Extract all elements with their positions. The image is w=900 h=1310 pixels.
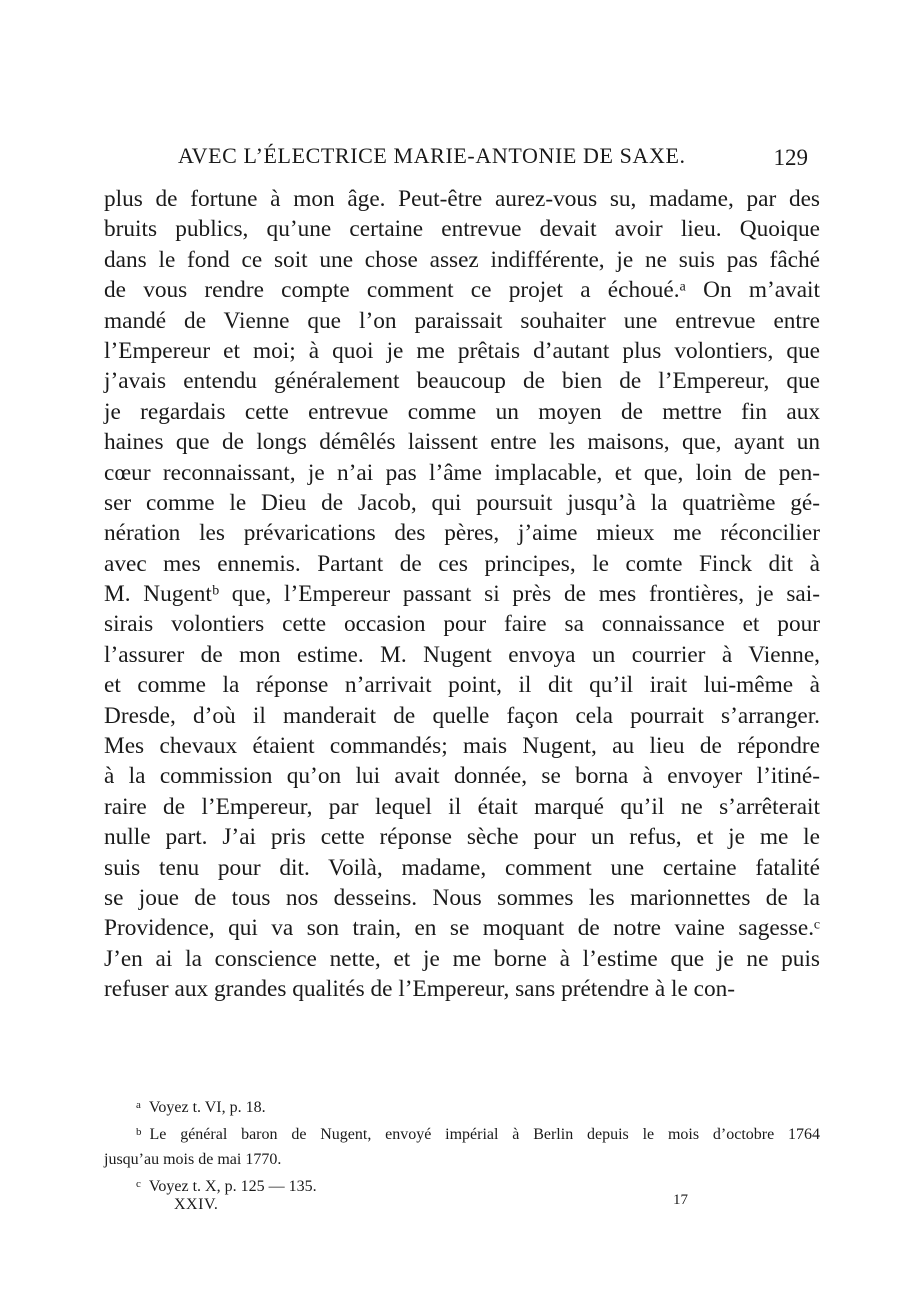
footnote-a [104,1093,820,1120]
text-line: bruits publics, qu’une certaine entrevue devait avoir lieu. Quoique [104,216,820,243]
text-line: Dresde, d’où il manderait de quelle façon cela pourrait s’arranger. [104,702,820,729]
text-line: dans le fond ce soit une chose assez indifférente, je ne suis pas fâché [104,246,820,273]
footnote-marker: a [136,1099,141,1111]
signature-mark: XXIV. [174,1196,219,1213]
text-line: nulle part. J’ai pris cette réponse sèche pour un refus, et je me le [104,824,820,851]
text-line: suis tenu pour dit. Voilà, madame, comment une certaine fatalité [104,854,820,881]
footnote-marker: c [136,1178,141,1190]
text-line: J’en ai la conscience nette, et je me borne à l’estime que je ne puis [104,945,820,972]
text-line: l’assurer de mon estime. M. Nugent envoya un courrier à Vienne, [104,641,820,668]
page-number: 129 [773,145,808,170]
text-line: mandé de Vienne que l’on paraissait souhaiter une entrevue entre [104,307,820,334]
text-line: l’Empereur et moi; à quoi je me prêtais d’autant plus volontiers, que [104,337,820,364]
footnote-b [104,1120,820,1147]
body-text [104,184,820,1005]
text-line: j’avais entendu généralement beaucoup de bien de l’Empereur, que [104,368,820,395]
text-line: raire de l’Empereur, par lequel il était marqué qu’il ne s’arrêterait [104,793,820,820]
text-line: haines que de longs démêlés laissent entre les maisons, que, ayant un [104,429,820,456]
text-line: avec mes ennemis. Partant de ces principes, le comte Finck dit à [104,550,820,577]
text-line: M. Nugentᵇ que, l’Empereur passant si près de mes frontières, je sai- [104,581,820,608]
footnote-c [104,1172,820,1199]
text-line: à la commission qu’on lui avait donnée, se borna à envoyer l’itiné- [104,763,820,790]
text-line: refuser aux grandes qualités de l’Empereur, sans prétendre à le con- [104,976,736,1003]
text-line: cœur reconnaissant, je n’ai pas l’âme implacable, et que, loin de pen- [104,459,820,486]
text-line: de vous rendre compte comment ce projet a échoué.ᵃ On m’avait [104,277,820,304]
footnote-marker: b [136,1126,142,1138]
text-line: ser comme le Dieu de Jacob, qui poursuit jusqu’à la quatrième gé- [104,489,820,516]
text-line: sirais volontiers cette occasion pour faire sa connaissance et pour [104,611,820,638]
sheet-number: 17 [673,1192,688,1208]
footnotes [104,1093,820,1199]
text-line: et comme la réponse n’arrivait point, il dit qu’il irait lui-même à [104,672,820,699]
running-head [178,143,818,173]
text-line: je regardais cette entrevue comme un moyen de mettre fin aux [104,398,820,425]
text-line: nération les prévarications des pères, j’aime mieux me réconcilier [104,520,820,547]
running-title: AVEC L’ÉLECTRICE MARIE-ANTONIE DE SAXE. [178,143,686,168]
footnote-text: Voyez t. VI, p. 18. [148,1099,266,1116]
text-line: se joue de tous nos desseins. Nous sommes les marionnettes de la [104,884,820,911]
footnote-text: Le général baron de Nugent, envoyé impérial à Berlin depuis le mois d’octobre 1764 [149,1126,820,1143]
text-line: Providence, qui va son train, en se moquant de notre vaine sagesse.ᶜ [104,915,820,942]
footnote-b-continued: jusqu’au mois de mai 1770. [104,1151,282,1168]
text-line: Mes chevaux étaient commandés; mais Nugent, au lieu de répondre [104,733,820,760]
footnote-text: Voyez t. X, p. 125 — 135. [148,1178,317,1195]
text-line: plus de fortune à mon âge. Peut-être aurez-vous su, madame, par des [104,186,820,212]
